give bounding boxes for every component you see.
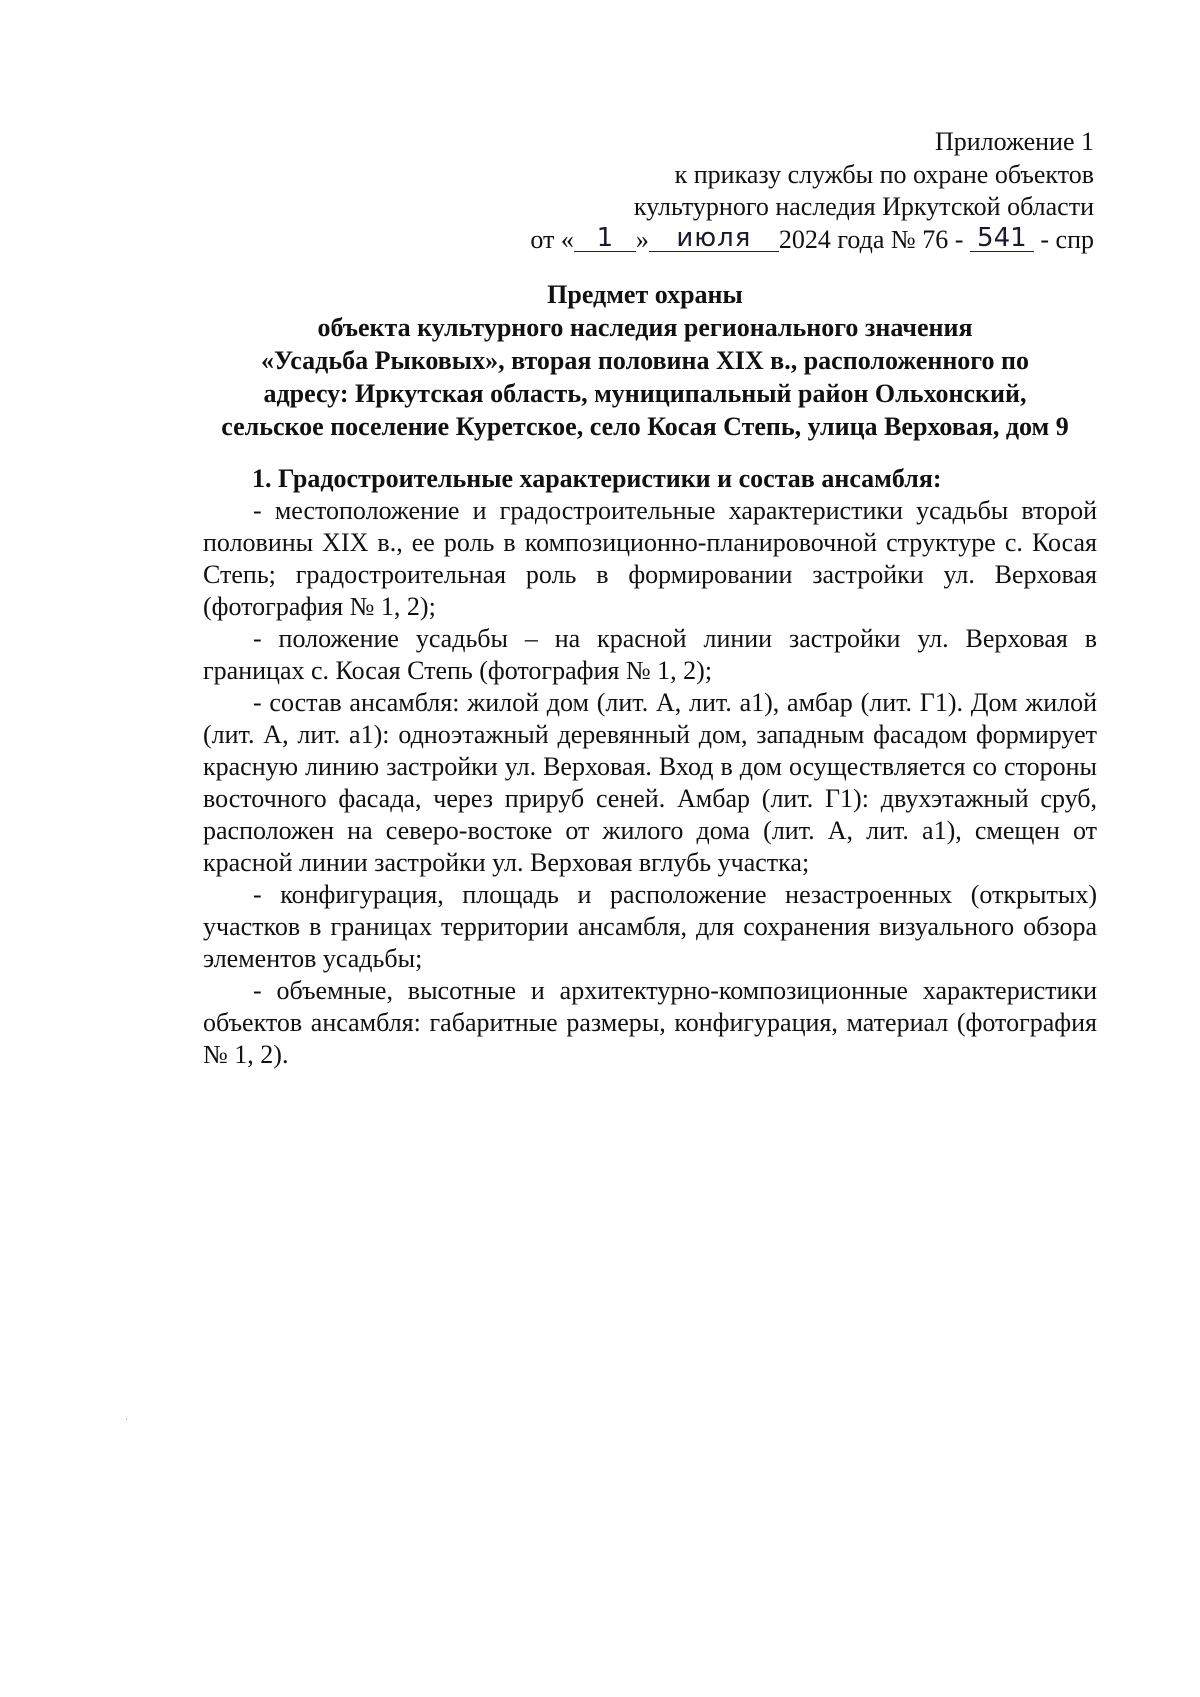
section-1-body xyxy=(203,495,1097,1071)
date-quote-close: » xyxy=(635,224,649,254)
title-line-4: адресу: Иркутская область, муниципальный район Ольхонский, xyxy=(263,379,1027,408)
section-1-heading: 1. Градостроительные характеристики и состав ансамбля: xyxy=(252,464,942,493)
date-year-text: 2024 года № 76 - xyxy=(778,224,964,254)
attachment-authority: культурного наследия Иркутской области xyxy=(633,192,1094,221)
paragraph: - местоположение и градостроительные характеристики усадьбы второй половины XIX в., ее роль в композиционно-планировочной структуре с. Косая Степь; градостроительная роль в формировании застройки ул. Верховая (фотография № 1, 2); xyxy=(203,496,1097,621)
title-line-1: Предмет охраны xyxy=(547,280,743,309)
title-line-5: сельское поселение Куретское, село Косая Степь, улица Верховая, дом 9 xyxy=(221,412,1069,441)
title-line-3: «Усадьба Рыковых», вторая половина XIX в., расположенного по xyxy=(261,346,1029,375)
document-title xyxy=(190,278,1100,443)
scan-speck xyxy=(126,1418,127,1420)
date-prefix: от « xyxy=(530,224,574,254)
order-suffix: - спр xyxy=(1040,224,1094,254)
handwritten-day: 1 xyxy=(574,225,636,252)
attachment-title: Приложение 1 xyxy=(934,127,1094,156)
paragraph: - объемные, высотные и архитектурно-композиционные характеристики объектов ансамбля: габаритные размеры, конфигурация, материал (фотография № 1, 2). xyxy=(203,976,1097,1069)
order-date-line xyxy=(530,224,1094,257)
attachment-order-ref: к приказу службы по охране объектов xyxy=(674,159,1094,189)
handwritten-month: июля xyxy=(649,225,779,252)
attachment-header xyxy=(530,126,1094,256)
paragraph: - конфигурация, площадь и расположение незастроенных (открытых) участков в границах территории ансамбля, для сохранения визуального обзора элементов усадьбы; xyxy=(203,880,1097,973)
paragraph: - положение усадьбы – на красной линии застройки ул. Верховая в границах с. Косая Степь (фотография № 1, 2); xyxy=(203,624,1097,685)
paragraph: - состав ансамбля: жилой дом (лит. А, лит. а1), амбар (лит. Г1). Дом жилой (лит. А, лит. а1): одноэтажный деревянный дом, западным фасадом формирует красную линию застройки ул. Верховая. Вход в дом осуществляется со стороны восточного фасада, через прируб сеней. Амбар (лит. Г1): двухэтажный сруб, расположен на северо-востоке от жилого дома (лит. А, лит. а1), смещен от красной линии застройки ул. Верховая вглубь участка; xyxy=(203,688,1097,877)
handwritten-order-number: 541 xyxy=(970,225,1034,252)
title-line-2: объекта культурного наследия регионального значения xyxy=(317,313,973,342)
